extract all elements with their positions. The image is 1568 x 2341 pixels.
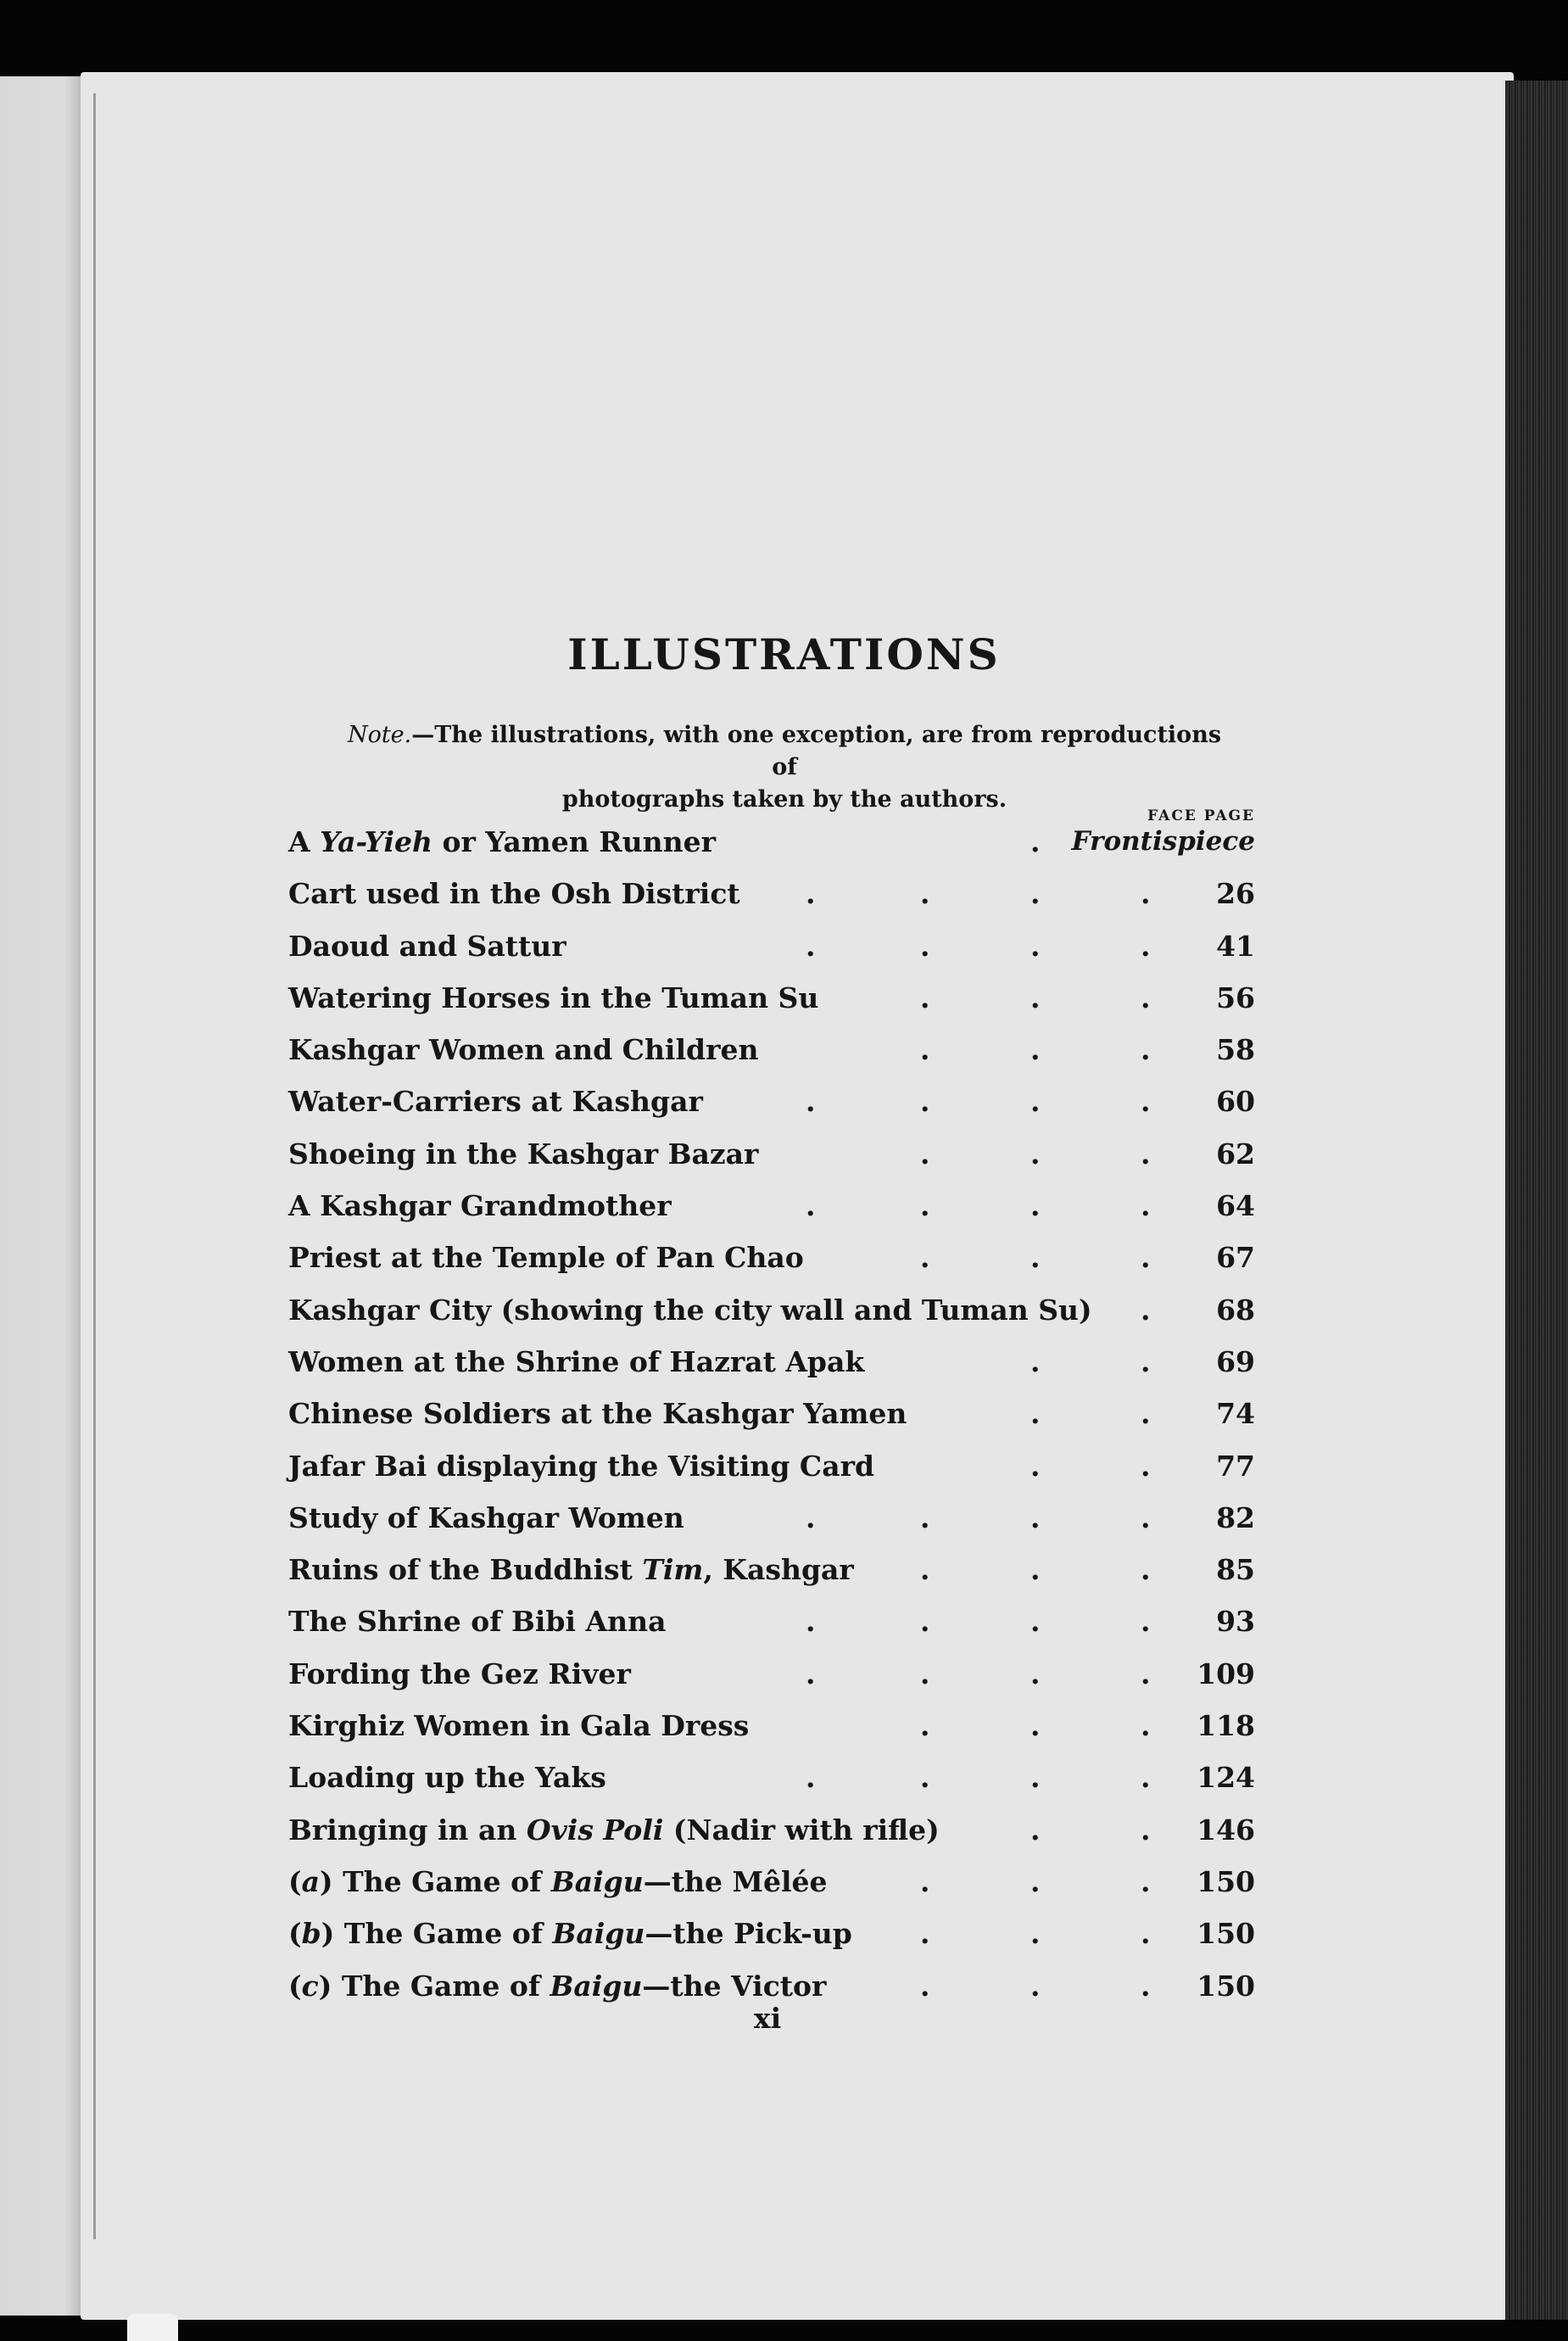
page-reference: 41 xyxy=(1216,929,1255,963)
page-reference: 93 xyxy=(1216,1605,1255,1639)
leader-dot: . xyxy=(1141,1241,1151,1275)
caption-text: ) The Game of xyxy=(320,1864,551,1898)
caption-italic-text: a xyxy=(301,1864,321,1898)
caption-text: Kashgar City (showing the city wall and Tuman Su) xyxy=(288,1293,1092,1327)
list-item xyxy=(288,1336,1255,1388)
leader-dot: . xyxy=(920,981,930,1014)
illustrations-list xyxy=(288,816,1255,2012)
page-reference: 82 xyxy=(1216,1500,1255,1534)
page-title: ILLUSTRATIONS xyxy=(567,629,1001,679)
column-heading: FACE PAGE xyxy=(1147,807,1255,824)
page-reference: 69 xyxy=(1216,1344,1255,1378)
leader-dots xyxy=(288,1180,1255,1232)
leader-dot: . xyxy=(920,1917,930,1951)
leader-dot: . xyxy=(1141,1344,1151,1378)
note-text-line2: photographs taken by the authors. xyxy=(561,786,1007,813)
leader-dot: . xyxy=(1030,1917,1041,1951)
leader-dots xyxy=(288,1336,1255,1388)
caption-text: ( xyxy=(288,1969,302,2003)
leader-dots xyxy=(288,1076,1255,1127)
page-reference: 64 xyxy=(1216,1189,1255,1223)
leader-dot: . xyxy=(1141,1293,1151,1327)
list-item xyxy=(288,1284,1255,1336)
leader-dots xyxy=(288,1856,1255,1908)
list-item xyxy=(288,816,1255,868)
caption-italic-text: Ya-Yieh xyxy=(320,825,433,858)
caption-text: Bringing in an xyxy=(288,1813,527,1847)
leader-dot: . xyxy=(806,877,816,911)
page-reference: 56 xyxy=(1216,981,1255,1014)
page-reference: 26 xyxy=(1216,877,1255,911)
page-reference: 68 xyxy=(1216,1293,1255,1327)
caption-text: ) The Game of xyxy=(321,1917,553,1951)
leader-dots xyxy=(288,1595,1255,1647)
leader-dot: . xyxy=(806,1605,816,1639)
caption-text: —the Pick-up xyxy=(644,1917,852,1951)
leader-dots xyxy=(288,1700,1255,1752)
leader-dot: . xyxy=(1141,1605,1151,1639)
leader-dot: . xyxy=(1030,1344,1041,1378)
caption-text: Women at the Shrine of Hazrat Apak xyxy=(288,1344,865,1378)
leader-dot: . xyxy=(1030,981,1041,1014)
leader-dots xyxy=(288,920,1255,972)
caption-text: Chinese Soldiers at the Kashgar Yamen xyxy=(288,1397,907,1431)
leader-dots xyxy=(288,1908,1255,1959)
caption-italic-text: Tim xyxy=(642,1553,704,1587)
leader-dot: . xyxy=(1030,1709,1041,1743)
page-reference: 60 xyxy=(1216,1085,1255,1119)
leader-dots xyxy=(288,1544,1255,1595)
leader-dot: . xyxy=(1141,981,1151,1014)
leader-dots xyxy=(288,1804,1255,1856)
leader-dot: . xyxy=(920,1137,930,1170)
leader-dots xyxy=(288,1492,1255,1544)
list-item xyxy=(288,1024,1255,1076)
leader-dots xyxy=(288,1440,1255,1492)
leader-dot: . xyxy=(1030,929,1041,963)
list-item xyxy=(288,1908,1255,1959)
leader-dot: . xyxy=(920,1761,930,1795)
leader-dot: . xyxy=(1030,1657,1041,1690)
leader-dot: . xyxy=(806,1657,816,1690)
leader-dot: . xyxy=(920,1553,930,1587)
leader-dot: . xyxy=(1141,877,1151,911)
leader-dot: . xyxy=(1030,1241,1041,1275)
leader-dot: . xyxy=(1030,1761,1041,1795)
leader-dots xyxy=(288,1752,1255,1803)
caption-text: ( xyxy=(288,1864,302,1898)
caption-text: Daoud and Sattur xyxy=(288,929,566,963)
leader-dot: . xyxy=(1030,1033,1041,1067)
leader-dot: . xyxy=(1141,1813,1151,1847)
leader-dot: . xyxy=(1030,1085,1041,1119)
leader-dot: . xyxy=(1030,825,1041,858)
leader-dot: . xyxy=(1141,1397,1151,1431)
note-label: Note. xyxy=(347,722,412,748)
page-reference: 150 xyxy=(1197,1917,1255,1951)
leader-dot: . xyxy=(806,929,816,963)
caption-text: Cart used in the Osh District xyxy=(288,877,740,911)
leader-dot: . xyxy=(1141,1761,1151,1795)
list-item xyxy=(288,1804,1255,1856)
leader-dot: . xyxy=(806,1500,816,1534)
caption-italic-text: Baigu xyxy=(550,1969,643,2003)
leader-dot: . xyxy=(920,1864,930,1898)
leader-dot: . xyxy=(920,877,930,911)
page-reference: 85 xyxy=(1216,1553,1255,1587)
list-item xyxy=(288,1648,1255,1700)
caption-text: ) The Game of xyxy=(318,1969,550,2003)
leader-dot: . xyxy=(1030,1189,1041,1223)
caption-text: —the Victor xyxy=(642,1969,827,2003)
page-reference: 109 xyxy=(1197,1657,1255,1690)
leader-dot: . xyxy=(1030,1553,1041,1587)
leader-dots xyxy=(288,1024,1255,1076)
caption-italic-text: c xyxy=(301,1969,319,2003)
leader-dots xyxy=(288,1388,1255,1439)
leader-dot: . xyxy=(920,1085,930,1119)
caption-text: Watering Horses in the Tuman Su xyxy=(288,981,819,1014)
leader-dot: . xyxy=(1030,1605,1041,1639)
caption-text: Study of Kashgar Women xyxy=(288,1500,684,1534)
leader-dot: . xyxy=(1030,1500,1041,1534)
page-reference: Frontispiece xyxy=(1071,826,1255,857)
caption-text: Priest at the Temple of Pan Chao xyxy=(288,1241,804,1275)
caption-text: Water-Carriers at Kashgar xyxy=(288,1085,703,1119)
list-item xyxy=(288,1700,1255,1752)
caption-text: Fording the Gez River xyxy=(288,1657,631,1690)
leader-dot: . xyxy=(920,1033,930,1067)
list-item xyxy=(288,1856,1255,1908)
caption-text: Kirghiz Women in Gala Dress xyxy=(288,1709,750,1743)
list-item xyxy=(288,1232,1255,1283)
list-item xyxy=(288,920,1255,972)
leader-dot: . xyxy=(1030,877,1041,911)
list-item xyxy=(288,972,1255,1024)
caption-text: Kashgar Women and Children xyxy=(288,1033,759,1067)
leader-dots xyxy=(288,868,1255,919)
page-reference: 150 xyxy=(1197,1969,1255,2003)
leader-dot: . xyxy=(920,1605,930,1639)
leader-dot: . xyxy=(1030,1397,1041,1431)
caption-italic-text: Baigu xyxy=(550,1864,644,1898)
caption-text: (Nadir with rifle) xyxy=(663,1813,940,1847)
list-item xyxy=(288,1128,1255,1180)
page-reference: 146 xyxy=(1197,1813,1255,1847)
page-reference: 62 xyxy=(1216,1137,1255,1170)
leader-dot: . xyxy=(1030,1969,1041,2003)
caption-text: The Shrine of Bibi Anna xyxy=(288,1605,667,1639)
page-number: xi xyxy=(753,2002,782,2035)
leader-dot: . xyxy=(920,1969,930,2003)
list-item xyxy=(288,1492,1255,1544)
list-item xyxy=(288,1180,1255,1232)
leader-dots xyxy=(288,972,1255,1024)
leader-dot: . xyxy=(1141,1137,1151,1170)
leader-dot: . xyxy=(1141,1449,1151,1483)
caption-text: A Kashgar Grandmother xyxy=(288,1189,672,1223)
note-text-line1: —The illustrations, with one exception, are from reproductions of xyxy=(411,722,1222,780)
leader-dot: . xyxy=(1141,1189,1151,1223)
page-reference: 150 xyxy=(1197,1864,1255,1898)
caption-text: Ruins of the Buddhist xyxy=(288,1553,643,1587)
leader-dot: . xyxy=(1141,929,1151,963)
caption-text: A xyxy=(288,825,321,858)
page-reference: 77 xyxy=(1216,1449,1255,1483)
leader-dot: . xyxy=(1141,1864,1151,1898)
caption-text: or Yamen Runner xyxy=(432,825,716,858)
page-reference: 118 xyxy=(1197,1709,1255,1743)
leader-dots xyxy=(288,1284,1255,1336)
list-item xyxy=(288,1440,1255,1492)
leader-dot: . xyxy=(920,1709,930,1743)
leader-dot: . xyxy=(1030,1864,1041,1898)
list-item xyxy=(288,1595,1255,1647)
leader-dot: . xyxy=(806,1761,816,1795)
leader-dot: . xyxy=(920,1657,930,1690)
leader-dot: . xyxy=(806,1085,816,1119)
leader-dot: . xyxy=(920,1241,930,1275)
leader-dot: . xyxy=(1141,1033,1151,1067)
caption-text: , Kashgar xyxy=(703,1553,854,1587)
caption-text: Jafar Bai displaying the Visiting Card xyxy=(288,1449,875,1483)
leader-dots xyxy=(288,1128,1255,1180)
leader-dot: . xyxy=(1141,1657,1151,1690)
page-reference: 67 xyxy=(1216,1241,1255,1275)
leader-dot: . xyxy=(1141,1500,1151,1534)
leader-dot: . xyxy=(920,929,930,963)
leader-dot: . xyxy=(1030,1449,1041,1483)
list-item xyxy=(288,1388,1255,1439)
page-reference: 58 xyxy=(1216,1033,1255,1067)
editorial-note xyxy=(335,719,1234,816)
caption-text: Shoeing in the Kashgar Bazar xyxy=(288,1137,759,1170)
leader-dot: . xyxy=(806,1189,816,1223)
list-item xyxy=(288,1076,1255,1127)
list-item xyxy=(288,868,1255,919)
leader-dots xyxy=(288,1232,1255,1283)
leader-dot: . xyxy=(1141,1085,1151,1119)
page-reference: 74 xyxy=(1216,1397,1255,1431)
list-item xyxy=(288,1752,1255,1803)
leader-dot: . xyxy=(1030,1813,1041,1847)
leader-dot: . xyxy=(1030,1137,1041,1170)
caption-italic-text: Ovis Poli xyxy=(526,1813,664,1847)
leader-dot: . xyxy=(920,1189,930,1223)
leader-dot: . xyxy=(1141,1553,1151,1587)
leader-dots xyxy=(288,1648,1255,1700)
leader-dot: . xyxy=(920,1500,930,1534)
caption-italic-text: b xyxy=(301,1917,321,1951)
caption-text: ( xyxy=(288,1917,302,1951)
page-reference: 124 xyxy=(1197,1761,1255,1795)
list-item xyxy=(288,1544,1255,1595)
leader-dot: . xyxy=(1141,1709,1151,1743)
leader-dot: . xyxy=(1141,1969,1151,2003)
caption-text: Loading up the Yaks xyxy=(288,1761,606,1795)
caption-italic-text: Baigu xyxy=(552,1917,645,1951)
caption-text: —the Mêlée xyxy=(643,1864,828,1898)
leader-dot: . xyxy=(1141,1917,1151,1951)
